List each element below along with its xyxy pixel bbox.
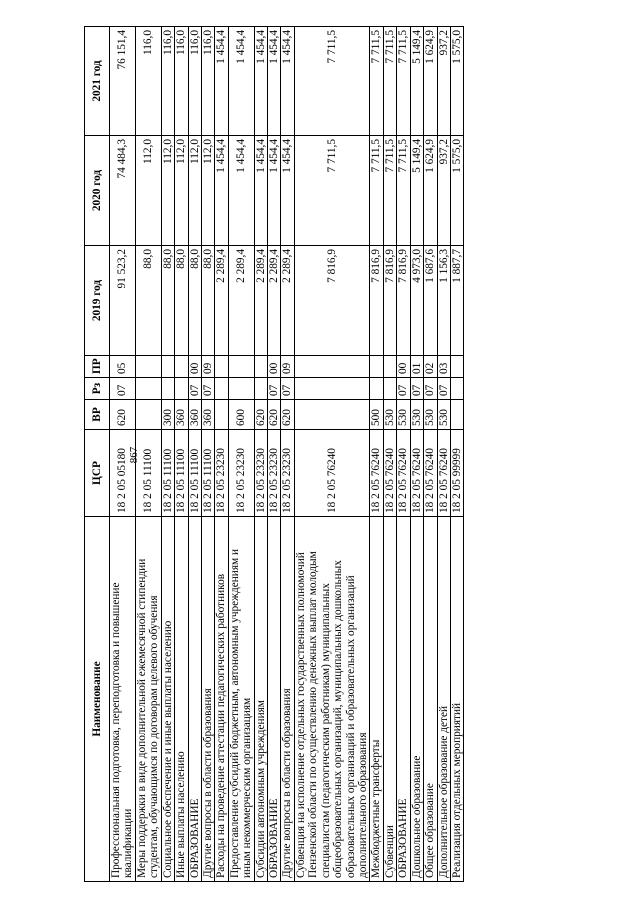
table-row <box>268 27 281 882</box>
row-rz: 07 <box>268 378 281 400</box>
row-2019: 4 973,0 <box>410 246 423 356</box>
row-name: Субсидии автономным учреждениям <box>254 517 267 882</box>
row-csr: 18 2 05 23230 <box>228 430 254 517</box>
row-2021: 937,2 <box>437 27 450 136</box>
row-2019: 91 523,2 <box>110 246 136 356</box>
row-2019: 88,0 <box>188 246 201 356</box>
row-name: Другие вопросы в области образования <box>281 517 294 882</box>
row-2021: 7 711,5 <box>294 27 370 136</box>
table-row <box>370 27 383 882</box>
row-name: Межбюджетные трансферты <box>370 517 383 882</box>
budget-table <box>84 26 464 882</box>
header-2020: 2020 год <box>85 136 110 246</box>
row-pr: 01 <box>410 356 423 378</box>
row-vr: 360 <box>175 400 188 430</box>
row-2020: 112,0 <box>135 136 161 246</box>
row-csr: 18 2 05 11100 <box>161 430 174 517</box>
row-rz <box>383 378 396 400</box>
row-name: Расходы на проведение аттестации педагогических работников <box>215 517 228 882</box>
row-pr <box>450 356 463 378</box>
row-csr: 18 2 05 76240 <box>424 430 437 517</box>
row-2021: 7 711,5 <box>370 27 383 136</box>
header-2019: 2019 год <box>85 246 110 356</box>
row-2019: 1 887,7 <box>450 246 463 356</box>
table-row <box>175 27 188 882</box>
row-2019: 2 289,4 <box>254 246 267 356</box>
table-row <box>110 27 136 882</box>
row-pr <box>383 356 396 378</box>
row-2021: 1 454,4 <box>268 27 281 136</box>
row-csr: 18 2 05 99999 <box>450 430 463 517</box>
row-rz <box>228 378 254 400</box>
row-2021: 76 151,4 <box>110 27 136 136</box>
row-vr <box>135 400 161 430</box>
row-2020: 937,2 <box>437 136 450 246</box>
row-rz: 07 <box>397 378 410 400</box>
row-pr <box>254 356 267 378</box>
row-name: Субвенция на исполнение отдельных государственных полномочий Пензенской области по осуществлению денежных выплат молодым специалистам (педагогическим работникам) муниципальных общеобразовательных организаций, муниципальных дошкольных образовательных организаций и образовательных организаций дополнительного образования <box>294 517 370 882</box>
row-2020: 1 454,4 <box>228 136 254 246</box>
row-csr: 18 2 05 76240 <box>410 430 423 517</box>
row-2019: 7 816,9 <box>397 246 410 356</box>
row-2020: 7 711,5 <box>397 136 410 246</box>
row-csr: 18 2 05 23230 <box>254 430 267 517</box>
row-2021: 116,0 <box>135 27 161 136</box>
row-pr: 09 <box>201 356 214 378</box>
row-2020: 1 624,9 <box>424 136 437 246</box>
row-2019: 7 816,9 <box>383 246 396 356</box>
row-2019: 88,0 <box>175 246 188 356</box>
table-row <box>201 27 214 882</box>
row-vr: 300 <box>161 400 174 430</box>
row-rz <box>370 378 383 400</box>
row-2019: 88,0 <box>201 246 214 356</box>
row-name: ОБРАЗОВАНИЕ <box>188 517 201 882</box>
row-pr <box>161 356 174 378</box>
table-row <box>135 27 161 882</box>
row-2020: 1 454,4 <box>268 136 281 246</box>
row-name: Субвенции <box>383 517 396 882</box>
row-pr: 05 <box>110 356 136 378</box>
row-rz: 07 <box>410 378 423 400</box>
header-2021: 2021 год <box>85 27 110 136</box>
row-2019: 2 289,4 <box>215 246 228 356</box>
row-csr: 18 2 05 76240 <box>294 430 370 517</box>
row-name: Реализация отдельных мероприятий <box>450 517 463 882</box>
row-2019: 7 816,9 <box>294 246 370 356</box>
row-csr: 18 2 05 23230 <box>215 430 228 517</box>
row-pr: 02 <box>424 356 437 378</box>
row-csr: 18 2 05 23230 <box>268 430 281 517</box>
row-name: Другие вопросы в области образования <box>201 517 214 882</box>
table-row <box>397 27 410 882</box>
row-csr: 18 2 05 23230 <box>281 430 294 517</box>
row-vr <box>450 400 463 430</box>
row-2019: 2 289,4 <box>268 246 281 356</box>
row-vr: 500 <box>370 400 383 430</box>
table-row <box>437 27 450 882</box>
row-2020: 112,0 <box>188 136 201 246</box>
row-pr <box>135 356 161 378</box>
row-2020: 1 454,4 <box>254 136 267 246</box>
header-rz: Рз <box>85 378 110 400</box>
row-2021: 1 575,0 <box>450 27 463 136</box>
table-row <box>424 27 437 882</box>
table-body <box>110 27 464 882</box>
row-2021: 1 454,4 <box>254 27 267 136</box>
row-2021: 1 454,4 <box>281 27 294 136</box>
header-vr: ВР <box>85 400 110 430</box>
row-vr: 530 <box>424 400 437 430</box>
row-name: Профессиональная подготовка, переподготовка и повышение квалификации <box>110 517 136 882</box>
row-vr: 530 <box>410 400 423 430</box>
row-2020: 5 149,4 <box>410 136 423 246</box>
row-2021: 7 711,5 <box>397 27 410 136</box>
row-2019: 88,0 <box>161 246 174 356</box>
row-name: Дополнительное образование детей <box>437 517 450 882</box>
row-csr: 18 2 05 76240 <box>437 430 450 517</box>
row-pr <box>175 356 188 378</box>
row-2021: 1 454,4 <box>228 27 254 136</box>
row-vr: 530 <box>437 400 450 430</box>
row-rz <box>175 378 188 400</box>
row-vr: 620 <box>110 400 136 430</box>
row-vr: 620 <box>254 400 267 430</box>
row-rz: 07 <box>201 378 214 400</box>
row-name: ОБРАЗОВАНИЕ <box>397 517 410 882</box>
row-pr <box>215 356 228 378</box>
row-vr: 530 <box>383 400 396 430</box>
row-rz: 07 <box>437 378 450 400</box>
row-csr: 18 2 05 11100 <box>188 430 201 517</box>
row-rz <box>161 378 174 400</box>
row-2021: 116,0 <box>161 27 174 136</box>
row-vr: 530 <box>397 400 410 430</box>
row-2021: 1 454,4 <box>215 27 228 136</box>
row-rz <box>135 378 161 400</box>
row-2021: 1 624,9 <box>424 27 437 136</box>
row-vr <box>294 400 370 430</box>
row-rz: 07 <box>424 378 437 400</box>
row-rz <box>450 378 463 400</box>
row-vr <box>215 400 228 430</box>
row-csr: 18 2 05 05180 <box>110 430 136 517</box>
row-2020: 7 711,5 <box>294 136 370 246</box>
row-2020: 112,0 <box>201 136 214 246</box>
header-pr: ПР <box>85 356 110 378</box>
row-2020: 7 711,5 <box>370 136 383 246</box>
row-vr: 620 <box>268 400 281 430</box>
row-name: Иные выплаты населению <box>175 517 188 882</box>
row-rz: 07 <box>110 378 136 400</box>
row-pr <box>294 356 370 378</box>
row-pr <box>228 356 254 378</box>
row-2020: 112,0 <box>161 136 174 246</box>
row-rz <box>215 378 228 400</box>
row-rz: 07 <box>281 378 294 400</box>
table-row <box>254 27 267 882</box>
row-csr: 18 2 05 11100 <box>201 430 214 517</box>
budget-table-sheet <box>84 27 559 882</box>
table-row <box>188 27 201 882</box>
row-2021: 116,0 <box>188 27 201 136</box>
row-vr: 600 <box>228 400 254 430</box>
row-2019: 2 289,4 <box>228 246 254 356</box>
row-vr: 360 <box>188 400 201 430</box>
row-name: ОБРАЗОВАНИЕ <box>268 517 281 882</box>
row-2019: 7 816,9 <box>370 246 383 356</box>
row-pr: 00 <box>397 356 410 378</box>
row-2021: 5 149,4 <box>410 27 423 136</box>
row-pr <box>370 356 383 378</box>
row-2020: 74 484,3 <box>110 136 136 246</box>
row-2020: 1 454,4 <box>215 136 228 246</box>
row-pr: 09 <box>281 356 294 378</box>
row-2020: 1 575,0 <box>450 136 463 246</box>
row-2020: 1 454,4 <box>281 136 294 246</box>
row-2019: 1 156,3 <box>437 246 450 356</box>
row-2019: 2 289,4 <box>281 246 294 356</box>
row-pr: 03 <box>437 356 450 378</box>
row-csr: 18 2 05 76240 <box>383 430 396 517</box>
row-csr: 18 2 05 11100 <box>135 430 161 517</box>
row-vr: 620 <box>281 400 294 430</box>
page-number: 867 <box>128 446 140 464</box>
row-2019: 88,0 <box>135 246 161 356</box>
row-pr: 00 <box>268 356 281 378</box>
table-row <box>450 27 463 882</box>
table-row <box>281 27 294 882</box>
row-2021: 116,0 <box>175 27 188 136</box>
header-name: Наименование <box>85 517 110 882</box>
row-name: Дошкольное образование <box>410 517 423 882</box>
row-rz <box>254 378 267 400</box>
table-row <box>228 27 254 882</box>
row-2021: 7 711,5 <box>383 27 396 136</box>
row-csr: 18 2 05 76240 <box>397 430 410 517</box>
row-2020: 7 711,5 <box>383 136 396 246</box>
row-2020: 112,0 <box>175 136 188 246</box>
row-vr: 360 <box>201 400 214 430</box>
row-2021: 116,0 <box>201 27 214 136</box>
row-name: Общее образование <box>424 517 437 882</box>
row-name: Социальное обеспечение и иные выплаты населению <box>161 517 174 882</box>
row-name: Предоставление субсидий бюджетным, автономным учреждениям и иным некоммерческим организациям <box>228 517 254 882</box>
row-pr: 00 <box>188 356 201 378</box>
table-row <box>294 27 370 882</box>
table-row <box>410 27 423 882</box>
table-header-row <box>85 27 110 882</box>
row-name: Меры поддержки в виде дополнительной ежемесячной стипендии студентам, обучающимся по договорам целевого обучения <box>135 517 161 882</box>
row-rz <box>294 378 370 400</box>
row-2019: 1 687,6 <box>424 246 437 356</box>
table-row <box>215 27 228 882</box>
header-csr: ЦСР <box>85 430 110 517</box>
row-rz: 07 <box>188 378 201 400</box>
row-csr: 18 2 05 76240 <box>370 430 383 517</box>
row-csr: 18 2 05 11100 <box>175 430 188 517</box>
table-row <box>161 27 174 882</box>
table-row <box>383 27 396 882</box>
